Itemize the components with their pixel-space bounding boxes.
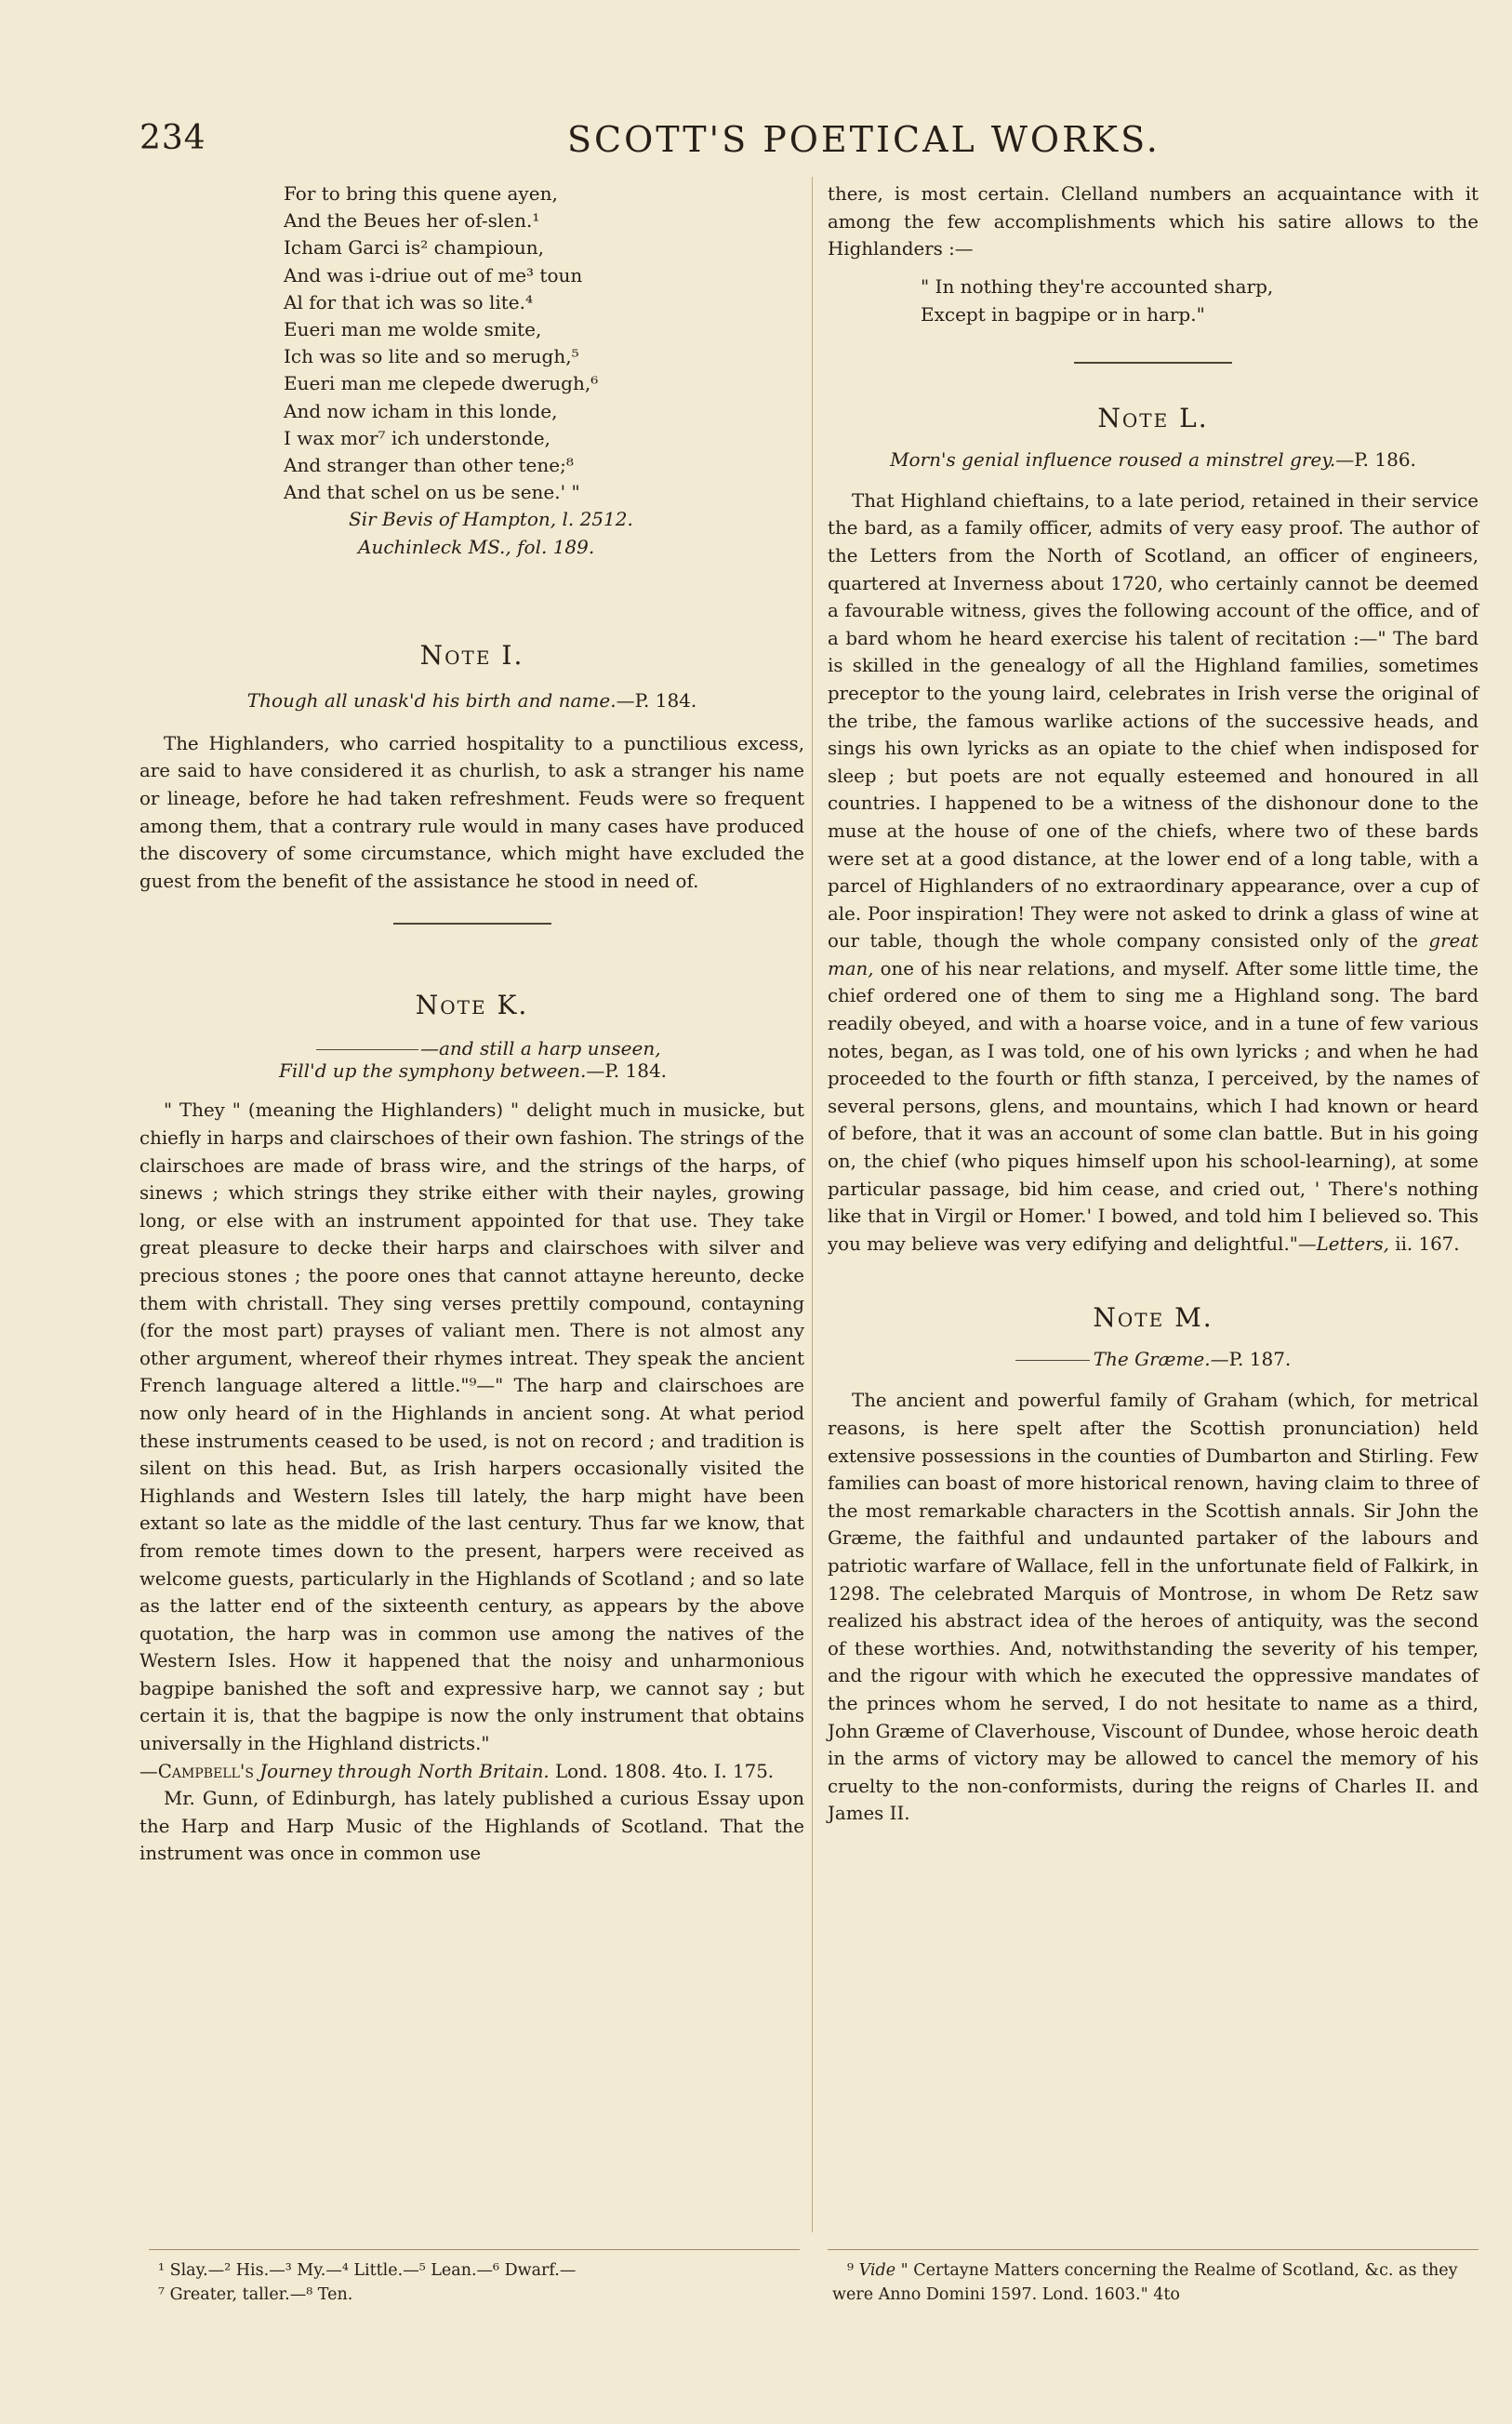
verse-line: Eueri man me clepede dwerugh,⁶ (284, 372, 599, 395)
footnote-rule (149, 2249, 800, 2250)
note-k-reference-1 (139, 1037, 804, 1059)
footnotes-right (832, 2258, 1474, 2307)
note-l-body (828, 487, 1479, 1259)
note-k-ref-line-2: Fill'd up the symphony between. (279, 1059, 587, 1083)
citation-author: —Campbell's (139, 1760, 254, 1782)
note-l-cite-rest: ii. 167. (1395, 1232, 1460, 1255)
note-m-body: The ancient and powerful family of Graham (which, for metrical reasons, is here spelt after the Scottish pronunciation) held extensive possessions in the counties of Dumbarton and Stirling. Few families can boast of more historical renown, having claim to three of the most remarkable characters in the Scottish annals. Sir John the Græme, the faithful and undaunted partaker of the labours and patriotic warfare of Wallace, fell in the unfortunate field of Falkirk, in 1298. The celebrated Marquis of Montrose, in whom De Retz saw realized his abstract idea of the heroes of antiquity, was the second of these worthies. And, notwithstanding the severity of his temper, and the rigour with which he executed the oppressive mandates of the princes whom he served, I do not hesitate to name as a third, John Græme of Claverhouse, Viscount of Dundee, whose heroic death in the arms of victory may be allowed to cancel the memory of his cruelty to the non-conformists, during the reigns of Charles II. and James II. (828, 1390, 1479, 1825)
note-l-ref-text: Morn's genial influence roused a minstrel grey. (890, 447, 1336, 471)
continued-paragraph: there, is most certain. Clelland numbers an acquaintance with it among the few accomplishments which his satire allows to the Highlanders :— (828, 183, 1479, 260)
running-head (139, 119, 1348, 166)
footnotes-left (158, 2258, 800, 2307)
left-column (139, 180, 804, 1868)
right-column (828, 180, 1479, 1828)
note-k-ref-line-1: —and still a harp unseen, (420, 1037, 661, 1060)
note-l-emphasis: great man, (828, 930, 1479, 979)
note-i-reference (139, 689, 804, 712)
quote-verse (921, 273, 1479, 328)
page-number: 234 (139, 119, 206, 157)
dash-rule (316, 1049, 418, 1050)
note-k-para-1 (139, 1097, 804, 1785)
footnote-line: ¹ Slay.—² His.—³ My.—⁴ Little.—⁵ Lean.—⁶ Dwarf.— (158, 2261, 577, 2280)
note-m-reference (828, 1348, 1479, 1370)
quote-line: " In nothing they're accounted sharp, (921, 274, 1274, 298)
dash-rule (1015, 1360, 1090, 1361)
note-l-reference (828, 448, 1479, 471)
verse-citation: Auchinleck MS., fol. 189. (358, 535, 595, 558)
footnote-vide: Vide (858, 2261, 896, 2280)
citation-details: Lond. 1808. 4to. I. 175. (555, 1760, 775, 1782)
footnote-marker: ⁹ (847, 2261, 855, 2280)
verse-line: And was i-driue out of me³ toun (284, 263, 583, 286)
footnote-line: ⁷ Greater, taller.—⁸ Ten. (158, 2285, 353, 2304)
note-i-ref-page: —P. 184. (616, 688, 697, 712)
note-i-body: The Highlanders, who carried hospitality to a punctilious excess, are said to have considered it as churlish, to ask a stranger his name or lineage, before he had taken refreshment. Feuds were so frequent among them, that a contrary rule would in many cases have produced the discovery of some circumstance, which might have excluded the guest from the benefit of the assistance he stood in need of. (139, 732, 804, 892)
verse-line: And that schel on us be sene.' " (284, 481, 580, 504)
citation-title: Journey through North Britain. (259, 1760, 550, 1782)
note-i-heading: Note I. (419, 639, 524, 671)
verse-line: Al for that ich was so lite.⁴ (284, 290, 533, 313)
note-m-ref-page: —P. 187. (1210, 1348, 1292, 1371)
note-k-body: " They " (meaning the Highlanders) " delight much in musicke, but chiefly in harps and clairschoes of their own fashion. The strings of the clairschoes are made of brass wire, and the strings of the harps, of sinews ; which strings they strike either with their nayles, growing long, or else with an instrument appointed for that use. They take great pleasure to decke their harps and clairschoes with silver and precious stones ; the poore ones that cannot attayne hereunto, decke them with christall. They sing verses prettily compound, contayning (for the most part) prayses of valiant men. There is not almost any other argument, whereof their rhymes intreat. They speak the ancient French language altered a little."⁹—" The harp and clairschoes are now only heard of in the Highlands in ancient song. At what period these instruments ceased to be used, is not on record ; and tradition is silent on this head. But, as Irish harpers occasionally visited the Highlands and Western Isles till lately, the harp might have been extant so late as the middle of the last century. Thus far we know, that from remote times down to the present, harpers were received as welcome guests, particularly in the Highlands of Scotland ; and so late as the latter end of the sixteenth century, as appears by the above quotation, the harp was in common use among the natives of the Western Isles. How it happened that the noisy and unharmonious bagpipe banished the soft and expressive harp, we cannot say ; but certain it is, that the bagpipe is now the only instrument that obtains universally in the Highland districts." (139, 1099, 804, 1755)
note-k-para-2: Mr. Gunn, of Edinburgh, has lately published a curious Essay upon the Harp and Harp Music of the Highlands of Scotland. That the instrument was once in common use (139, 1788, 804, 1865)
note-l-heading: Note L. (1097, 402, 1209, 433)
note-l-ref-page: —P. 186. (1335, 447, 1416, 471)
verse-line: I wax mor⁷ ich understonde, (284, 426, 550, 449)
verse-line: And the Beues her of-slen.¹ (284, 209, 540, 233)
verse-line: Eueri man me wolde smite, (284, 318, 542, 341)
note-i-ref-text: Though all unask'd his birth and name. (246, 688, 617, 712)
note-l-text: That Highland chieftains, to a late period, retained in their service the bard, as a family officer, admits of very easy proof. The author of the Letters from the North of Scotland, an officer of engineers, quartered at Inverness about 1720, who certainly cannot be deemed a favourable witness, gives the following account of the office, and of a bard whom he heard exercise his talent of recitation :—" The bard is skilled in the genealogy of all the Highland families, sometimes preceptor to the young laird, celebrates in Irish verse the original of the tribe, the famous warlike actions of the successive heads, and sings his own lyricks as an opiate to the chief when indisposed for sleep ; but poets are not equally esteemed and honoured in all countries. I happened to be a witness of the dishonour done to the muse at the house of one of the chiefs, where two of these bards were set at a good distance, at the lower end of a long table, with a parcel of Highlanders of no extraordinary appearance, over a cup of ale. Poor inspiration! They were not asked to drink a glass of wine at our table, though the whole company consisted only of the (828, 489, 1479, 952)
column-divider (812, 177, 813, 2232)
note-k-heading: Note K. (415, 990, 529, 1021)
verse-line: And stranger than other tene;⁸ (284, 454, 574, 477)
verse-line: Icham Garci is² champioun, (284, 236, 545, 260)
verse-line: Ich was so lite and so merugh,⁵ (284, 345, 579, 368)
verse-citation: Sir Bevis of Hampton, l. 2512. (349, 508, 633, 531)
verse-line: For to bring this quene ayen, (284, 182, 558, 205)
quote-line: Except in bagpipe or in harp." (921, 302, 1205, 326)
note-k-ref-page: —P. 184. (586, 1059, 668, 1083)
note-l-text-cont: one of his near relations, and myself. After some little time, the chief ordered one of them to sing me a Highland song. The bard readily obeyed, and with a hoarse voice, and in a tune of few various notes, began, as I was told, one of his own lyricks ; and when he had proceeded to the fourth or fifth stanza, I perceived, by the names of several persons, glens, and mountains, which I had known or heard of before, that it was an account of some clan battle. But in his going on, the chief (who piques himself upon his school-learning), at some particular passage, bid him cease, and cried out, ' There's nothing like that in Virgil or Homer.' I bowed, and told him I believed so. This you may believe was very edifying and delightful." (828, 957, 1479, 1255)
verse-block (284, 180, 804, 561)
footnote-rule (828, 2249, 1479, 2250)
note-m-ref-text: The Græme. (1093, 1348, 1211, 1371)
verse-line: And now icham in this londe, (284, 399, 558, 422)
note-l-cite: —Letters, (1297, 1232, 1389, 1255)
footnote-text: " Certayne Matters concerning the Realme of Scotland, &c. as they were Anno Domini 1597. Lond. 1603." 4to (832, 2261, 1458, 2304)
note-k-reference-2 (139, 1059, 804, 1082)
running-title: SCOTT'S POETICAL WORKS. (567, 119, 1161, 160)
note-m-heading: Note M. (1093, 1302, 1214, 1334)
